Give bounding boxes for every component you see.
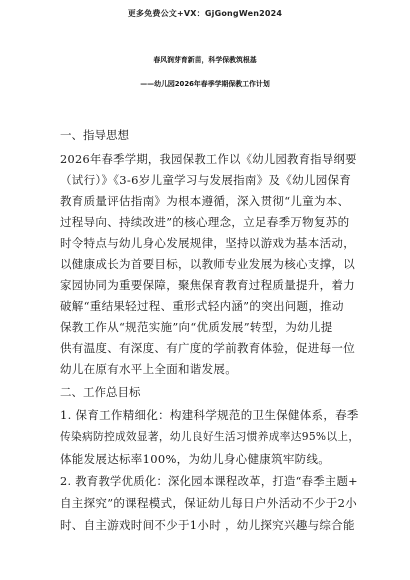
paragraph-line: 过程导向、持续改进”的核心理念，立足春季万物复苏的 (60, 215, 350, 229)
paragraph-line: 幼儿在原有水平上全面和谐发展。 (60, 362, 237, 376)
section-heading-overall-goals: 二、工作总目标 (60, 385, 141, 399)
paragraph-line: 2. 教育教学优质化：深化园本课程改革，打造“春季主题+ (60, 475, 358, 488)
paragraph-line: 时令特点与幼儿身心发展规律，坚持以游戏为基本活动， (60, 236, 355, 250)
paragraph-line: 时、自主游戏时间不少于1小时 ，幼儿探究兴趣与综合能 (60, 518, 355, 532)
document-title: 春风润芽育新苗，科学保教筑根基 (153, 56, 257, 64)
paragraph-line: 教育质量评估指南》为根本遵循，深入贯彻“儿童为本、 (60, 194, 350, 208)
paragraph-line: 1. 保育工作精细化：构建科学规范的卫生保健体系，春季 (60, 408, 359, 422)
document-subtitle: ——幼儿园2026年春季学期保教工作计划 (140, 80, 270, 88)
paragraph-line: 传染病防控成效显著，幼儿良好生活习惯养成率达95%以上， (60, 430, 360, 443)
paragraph-line: 家园协同为重要保障，聚焦保育教育过程质量提升，着力 (60, 278, 355, 292)
paragraph-line: 破解“重结果轻过程、重形式轻内涵”的突出问题，推动 (60, 299, 344, 313)
paragraph-line: 保教工作从“规范实施”向“优质发展”转型，为幼儿提 (60, 320, 333, 334)
paragraph-line: （试行）》《3-6岁儿童学习与发展指南》及《幼儿园保育 (60, 173, 352, 187)
paragraph-line: 以健康成长为首要目标，以教师专业发展为核心支撑，以 (60, 257, 355, 271)
paragraph-line: 供有温度、有深度、有广度的学前教育体验，促进每一位 (60, 341, 355, 355)
section-heading-guiding-ideology: 一、指导思想 (60, 128, 129, 142)
header-watermark-text: 更多免费公文+VX：GjGongWen2024 (127, 9, 283, 18)
paragraph-line: 2026年春季学期，我园保教工作以《幼儿园教育指导纲要 (60, 153, 357, 166)
paragraph-line: 体能发展达标率100%，为幼儿身心健康筑牢防线。 (60, 452, 331, 466)
paragraph-line: 自主探究”的课程模式，保证幼儿每日户外活动不少于2小 (60, 496, 357, 510)
